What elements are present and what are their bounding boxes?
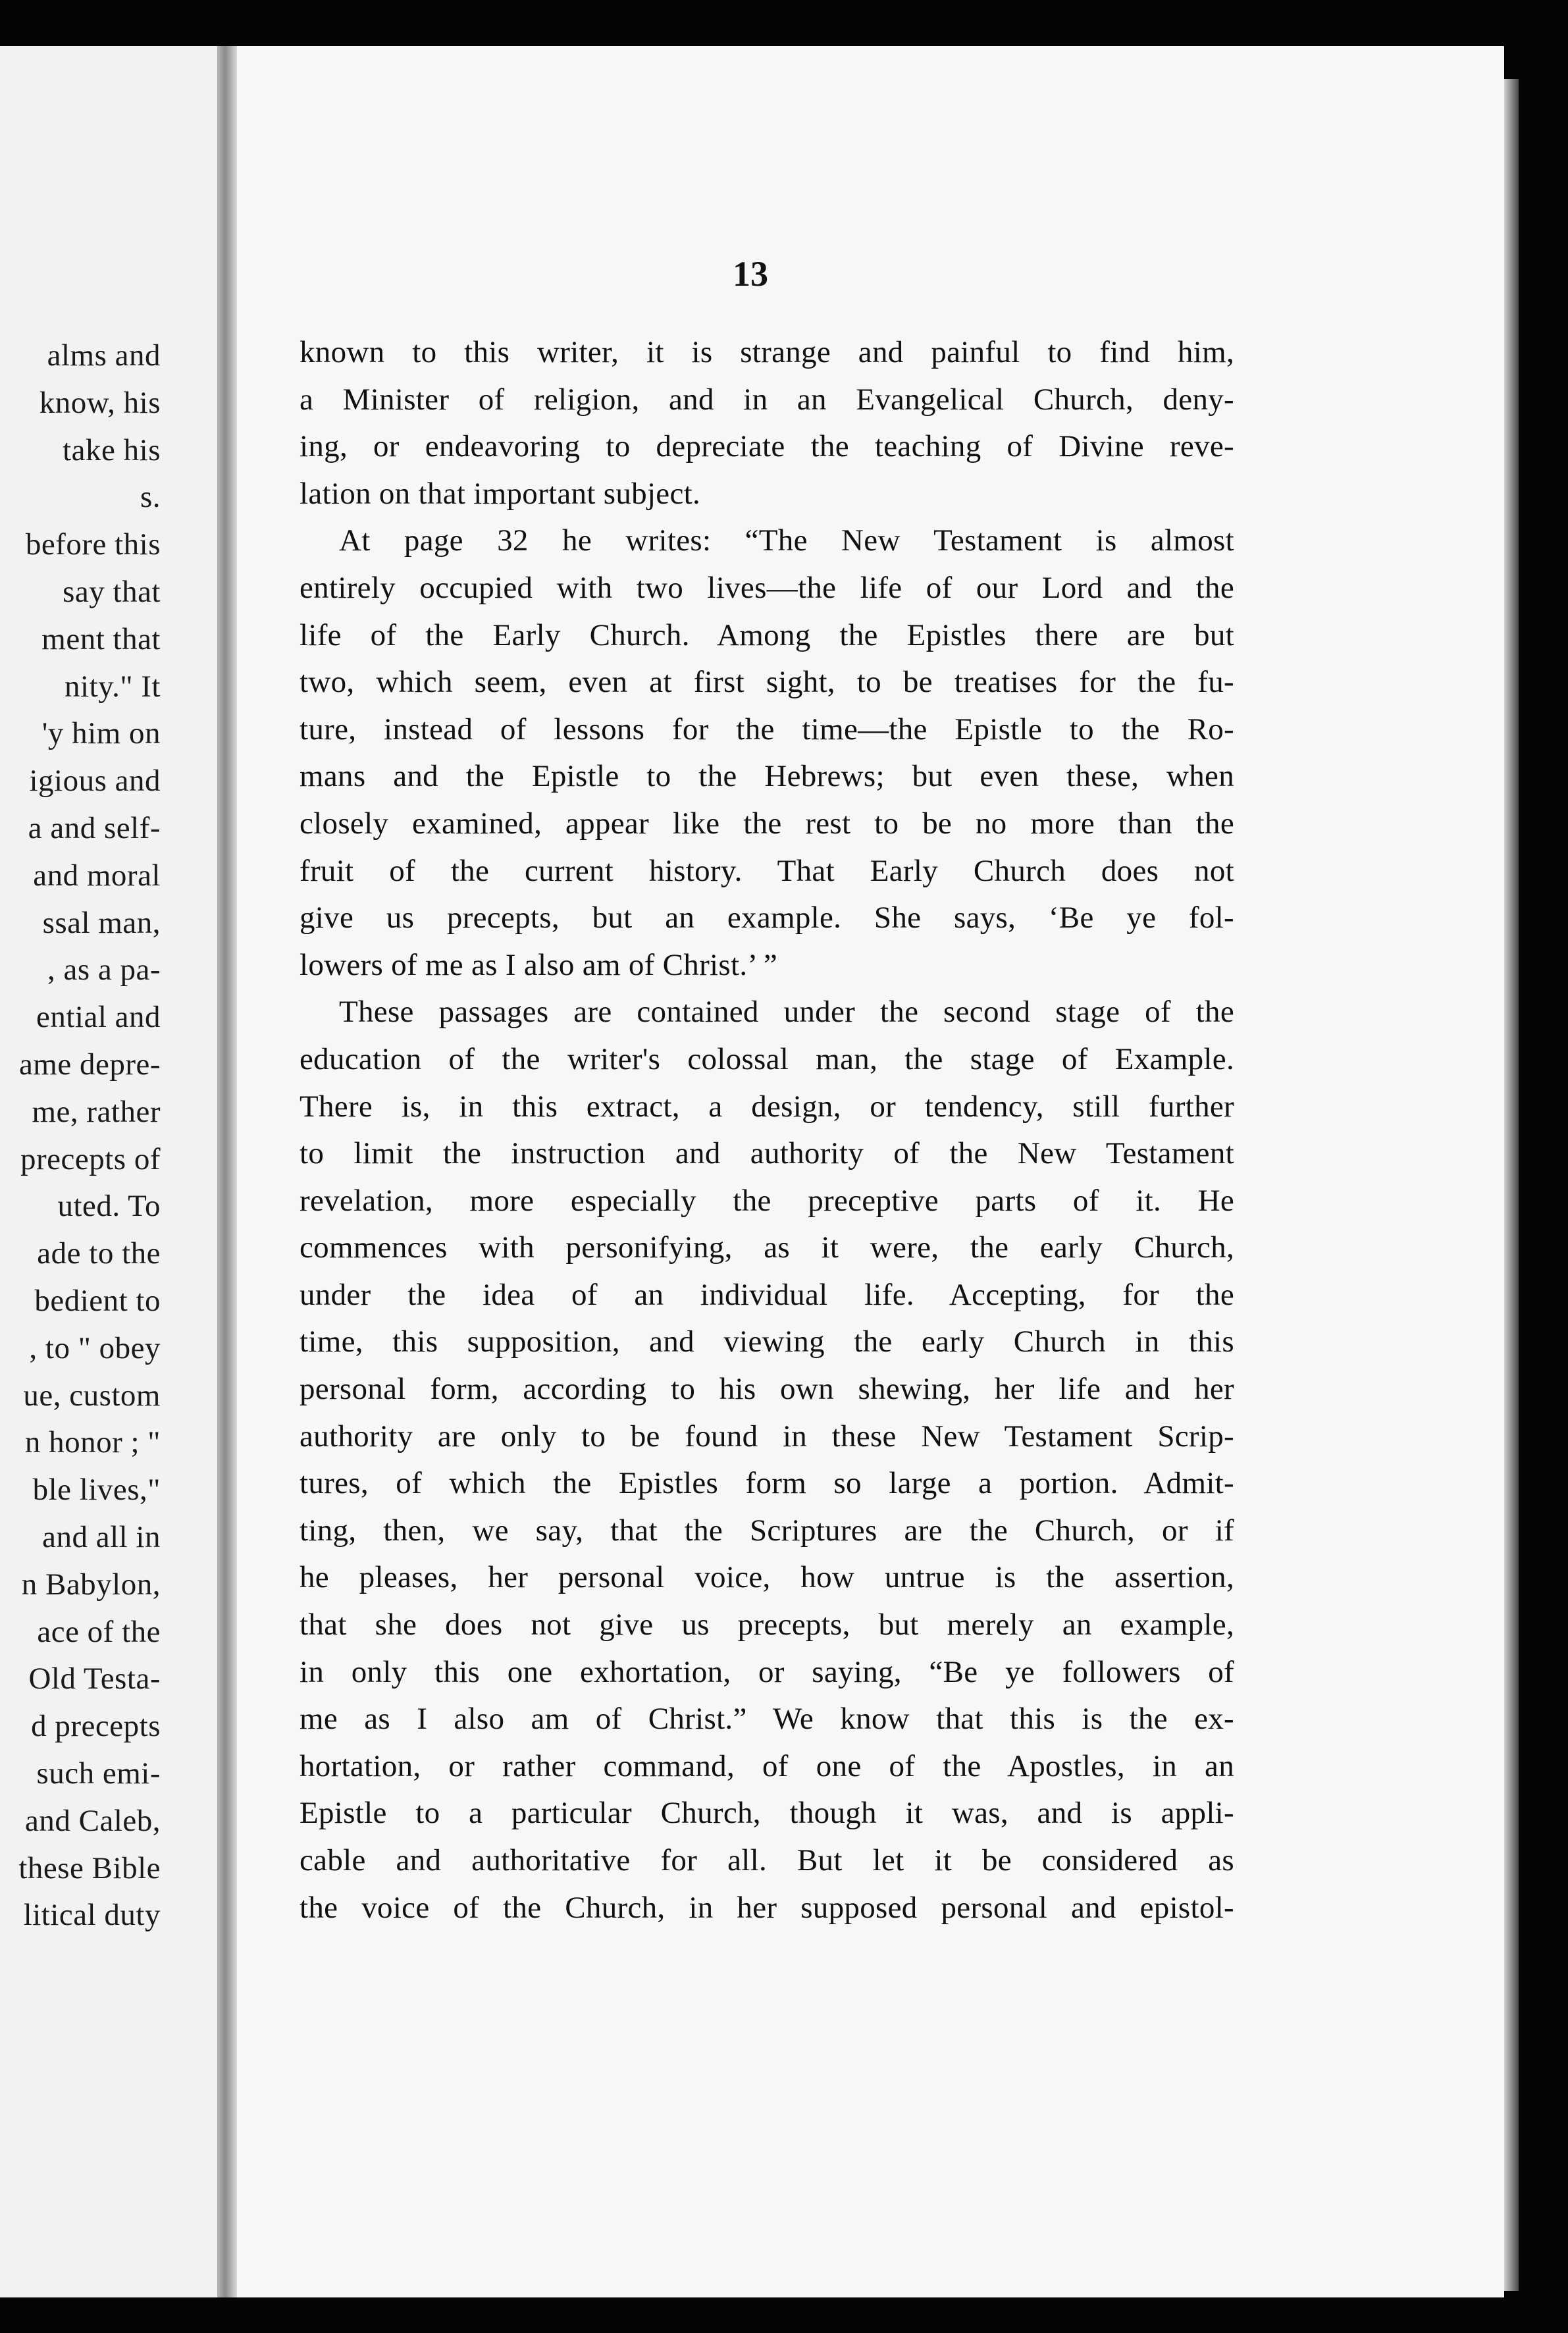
text-line: personal form, according to his own shewing, her life and her <box>300 1372 1234 1407</box>
fragment-line: d precepts <box>31 1709 161 1744</box>
text-line: There is, in this extract, a design, or tendency, still further <box>300 1089 1234 1124</box>
text-line: that she does not give us precepts, but merely an example, <box>300 1608 1234 1642</box>
text-line: known to this writer, it is strange and painful to find him, <box>300 335 1234 369</box>
text-line: me as I also am of Christ.” We know that this is the ex- <box>300 1702 1234 1737</box>
fragment-line: these Bible <box>18 1850 161 1885</box>
text-line: ting, then, we say, that the Scriptures are the Church, or if <box>300 1513 1234 1548</box>
fragment-line: s. <box>140 480 161 515</box>
fragment-line: 'y him on <box>41 716 161 751</box>
text-line: These passages are contained under the second stage of the <box>339 995 1234 1030</box>
fragment-line: ade to the <box>37 1236 161 1271</box>
fragment-line: n honor ; " <box>24 1425 161 1460</box>
text-line: education of the writer's colossal man, the stage of Example. <box>300 1041 1234 1076</box>
text-line: At page 32 he writes: “The New Testament is almost <box>339 523 1234 558</box>
fragment-line: ment that <box>41 621 161 656</box>
page-gutter <box>217 46 237 2297</box>
fragment-line: igious and <box>29 764 161 799</box>
fragment-line: , to " obey <box>29 1330 161 1365</box>
fragment-line: know, his <box>39 385 161 420</box>
text-line: lowers of me as I also am of Christ.’ ” <box>300 947 778 982</box>
text-line: two, which seem, even at first sight, to be treatises for the fu- <box>300 665 1234 700</box>
fragment-line: and moral <box>33 858 161 893</box>
page-number: 13 <box>733 254 768 294</box>
fragment-line: litical duty <box>23 1898 161 1933</box>
page-body-text <box>300 329 1234 1931</box>
text-line: closely examined, appear like the rest to be no more than the <box>300 806 1234 841</box>
fragment-line: such emi- <box>36 1756 161 1791</box>
fragment-line: uted. To <box>57 1189 161 1224</box>
text-line: time, this supposition, and viewing the early Church in this <box>300 1324 1234 1359</box>
previous-page-fragment <box>0 46 217 2297</box>
fragment-line: alms and <box>47 338 161 373</box>
text-line: authority are only to be found in these New Testament Scrip- <box>300 1419 1234 1454</box>
fragment-line: ssal man, <box>42 905 161 940</box>
fragment-line: ace of the <box>37 1614 161 1649</box>
text-line: hortation, or rather command, of one of the Apostles, in an <box>300 1748 1234 1783</box>
text-line: to limit the instruction and authority of the New Testament <box>300 1136 1234 1171</box>
fragment-line: and Caleb, <box>25 1803 161 1838</box>
fragment-line: before this <box>25 527 161 562</box>
text-line: under the idea of an individual life. Accepting, for the <box>300 1277 1234 1312</box>
fragment-line: ue, custom <box>23 1378 161 1413</box>
text-line: life of the Early Church. Among the Epistles there are but <box>300 617 1234 652</box>
text-line: tures, of which the Epistles form so large a portion. Admit- <box>300 1466 1234 1501</box>
fragment-line: precepts of <box>20 1141 161 1176</box>
fragment-line: ential and <box>36 1000 161 1035</box>
text-line: commences with personifying, as it were, the early Church, <box>300 1230 1234 1265</box>
fragment-line: ame depre- <box>18 1047 161 1082</box>
fragment-line: bedient to <box>34 1283 161 1318</box>
fragment-line: me, rather <box>32 1094 161 1129</box>
fragment-line: say that <box>63 574 161 609</box>
text-line: ture, instead of lessons for the time—the Epistle to the Ro- <box>300 712 1234 747</box>
fragment-line: a and self- <box>28 810 161 845</box>
text-line: fruit of the current history. That Early Church does not <box>300 853 1234 888</box>
fragment-line: ble lives," <box>32 1473 161 1507</box>
fragment-line: and all in <box>42 1519 161 1554</box>
fragment-line: n Babylon, <box>21 1567 161 1602</box>
fragment-line: Old Testa- <box>28 1662 161 1696</box>
text-line: the voice of the Church, in her supposed personal and epistol- <box>300 1890 1234 1925</box>
text-line: lation on that important subject. <box>300 476 701 511</box>
text-line: revelation, more especially the preceptive parts of it. He <box>300 1183 1234 1218</box>
text-line: he pleases, her personal voice, how untrue is the assertion, <box>300 1560 1234 1595</box>
fragment-line: nity." It <box>65 669 161 704</box>
text-line: in only this one exhortation, or saying, “Be ye followers of <box>300 1654 1234 1689</box>
fragment-line: take his <box>63 433 161 467</box>
text-line: give us precepts, but an example. She says, ‘Be ye fol- <box>300 901 1234 935</box>
fragment-line: , as a pa- <box>47 953 161 987</box>
text-line: a Minister of religion, and in an Evangelical Church, deny- <box>300 382 1234 417</box>
text-line: mans and the Epistle to the Hebrews; but even these, when <box>300 759 1234 794</box>
text-line: cable and authoritative for all. But let it be considered as <box>300 1843 1234 1877</box>
text-line: entirely occupied with two lives—the life of our Lord and the <box>300 570 1234 605</box>
previous-page-text <box>18 332 161 1939</box>
text-line: ing, or endeavoring to depreciate the teaching of Divine reve- <box>300 429 1234 464</box>
text-line: Epistle to a particular Church, though it was, and is appli- <box>300 1796 1234 1831</box>
page-edge-shadow <box>1504 79 1519 2291</box>
